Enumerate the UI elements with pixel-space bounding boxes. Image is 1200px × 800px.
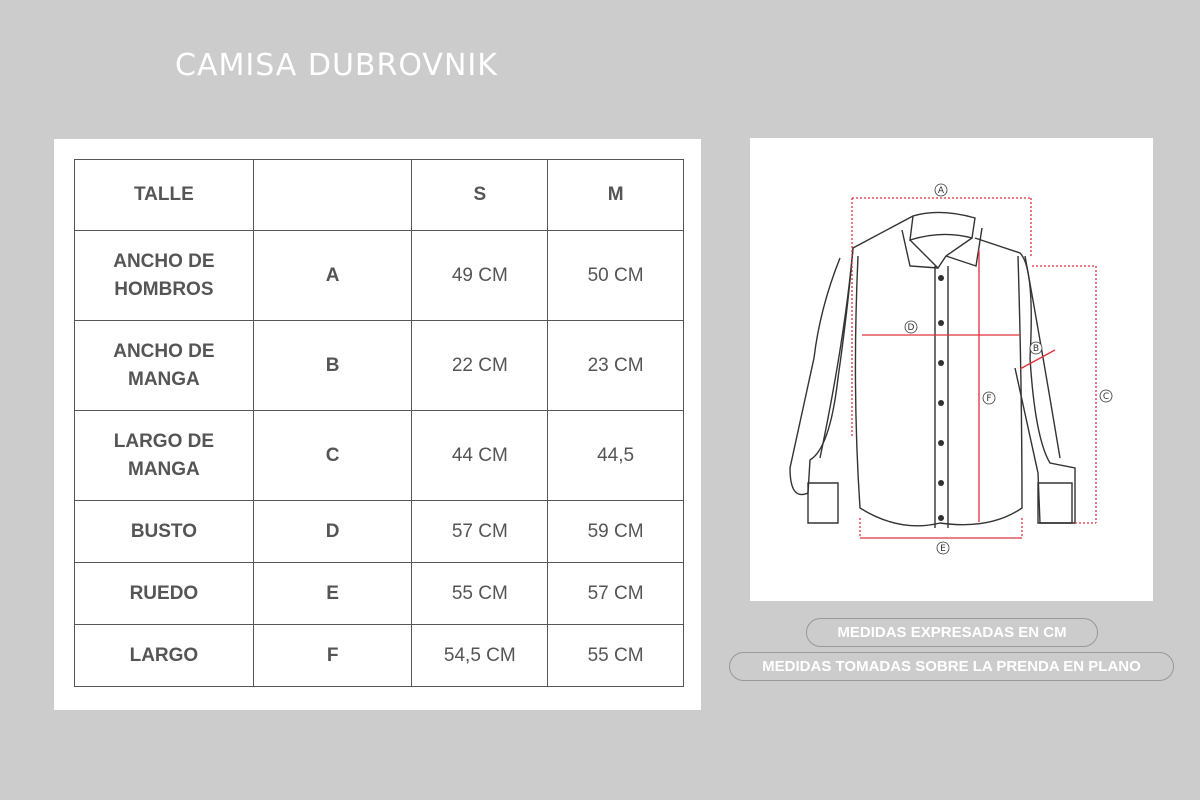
row-value-m: 23 CM xyxy=(548,321,684,411)
table-header-row xyxy=(75,160,684,231)
marker-c xyxy=(1100,390,1112,402)
row-code: E xyxy=(253,563,412,625)
svg-text:B: B xyxy=(1032,344,1040,354)
table-row xyxy=(75,231,684,321)
row-value-m: 55 CM xyxy=(548,625,684,687)
table-row xyxy=(75,411,684,501)
header-size-s: S xyxy=(412,160,548,231)
shirt-diagram xyxy=(750,138,1153,601)
table-row xyxy=(75,321,684,411)
row-label: LARGO xyxy=(75,625,254,687)
svg-text:D: D xyxy=(907,323,915,333)
row-value-s: 55 CM xyxy=(412,563,548,625)
row-value-s: 44 CM xyxy=(412,411,548,501)
size-table xyxy=(74,159,684,687)
row-value-s: 57 CM xyxy=(412,501,548,563)
row-label: ANCHO DE HOMBROS xyxy=(75,231,254,321)
row-value-m: 50 CM xyxy=(548,231,684,321)
row-value-m: 44,5 xyxy=(548,411,684,501)
button-icons xyxy=(938,275,944,521)
row-label: BUSTO xyxy=(75,501,254,563)
marker-f xyxy=(983,392,995,404)
page-title: CAMISA DUBROVNIK xyxy=(175,48,498,83)
marker-a xyxy=(935,184,947,196)
table-row xyxy=(75,563,684,625)
table-row xyxy=(75,501,684,563)
marker-d xyxy=(905,321,917,333)
row-value-m: 59 CM xyxy=(548,501,684,563)
marker-b xyxy=(1030,342,1042,354)
note-units: MEDIDAS EXPRESADAS EN CM xyxy=(806,618,1098,647)
row-value-m: 57 CM xyxy=(548,563,684,625)
row-label: LARGO DE MANGA xyxy=(75,411,254,501)
svg-text:E: E xyxy=(940,544,946,554)
row-code: D xyxy=(253,501,412,563)
header-size-m: M xyxy=(548,160,684,231)
svg-text:F: F xyxy=(986,394,992,404)
marker-e xyxy=(937,542,949,554)
row-value-s: 22 CM xyxy=(412,321,548,411)
row-value-s: 49 CM xyxy=(412,231,548,321)
size-table-card xyxy=(54,139,701,710)
header-talle: TALLE xyxy=(75,160,254,231)
svg-text:A: A xyxy=(937,186,945,196)
measurement-lines xyxy=(852,198,1096,538)
row-code: C xyxy=(253,411,412,501)
svg-text:C: C xyxy=(1102,392,1110,402)
shirt-diagram-card xyxy=(750,138,1153,601)
header-code xyxy=(253,160,412,231)
shirt-outline-icon xyxy=(790,212,1075,528)
row-label: RUEDO xyxy=(75,563,254,625)
table-row xyxy=(75,625,684,687)
note-flat-measure: MEDIDAS TOMADAS SOBRE LA PRENDA EN PLANO xyxy=(729,652,1174,681)
row-code: F xyxy=(253,625,412,687)
row-label: ANCHO DE MANGA xyxy=(75,321,254,411)
row-value-s: 54,5 CM xyxy=(412,625,548,687)
row-code: A xyxy=(253,231,412,321)
row-code: B xyxy=(253,321,412,411)
